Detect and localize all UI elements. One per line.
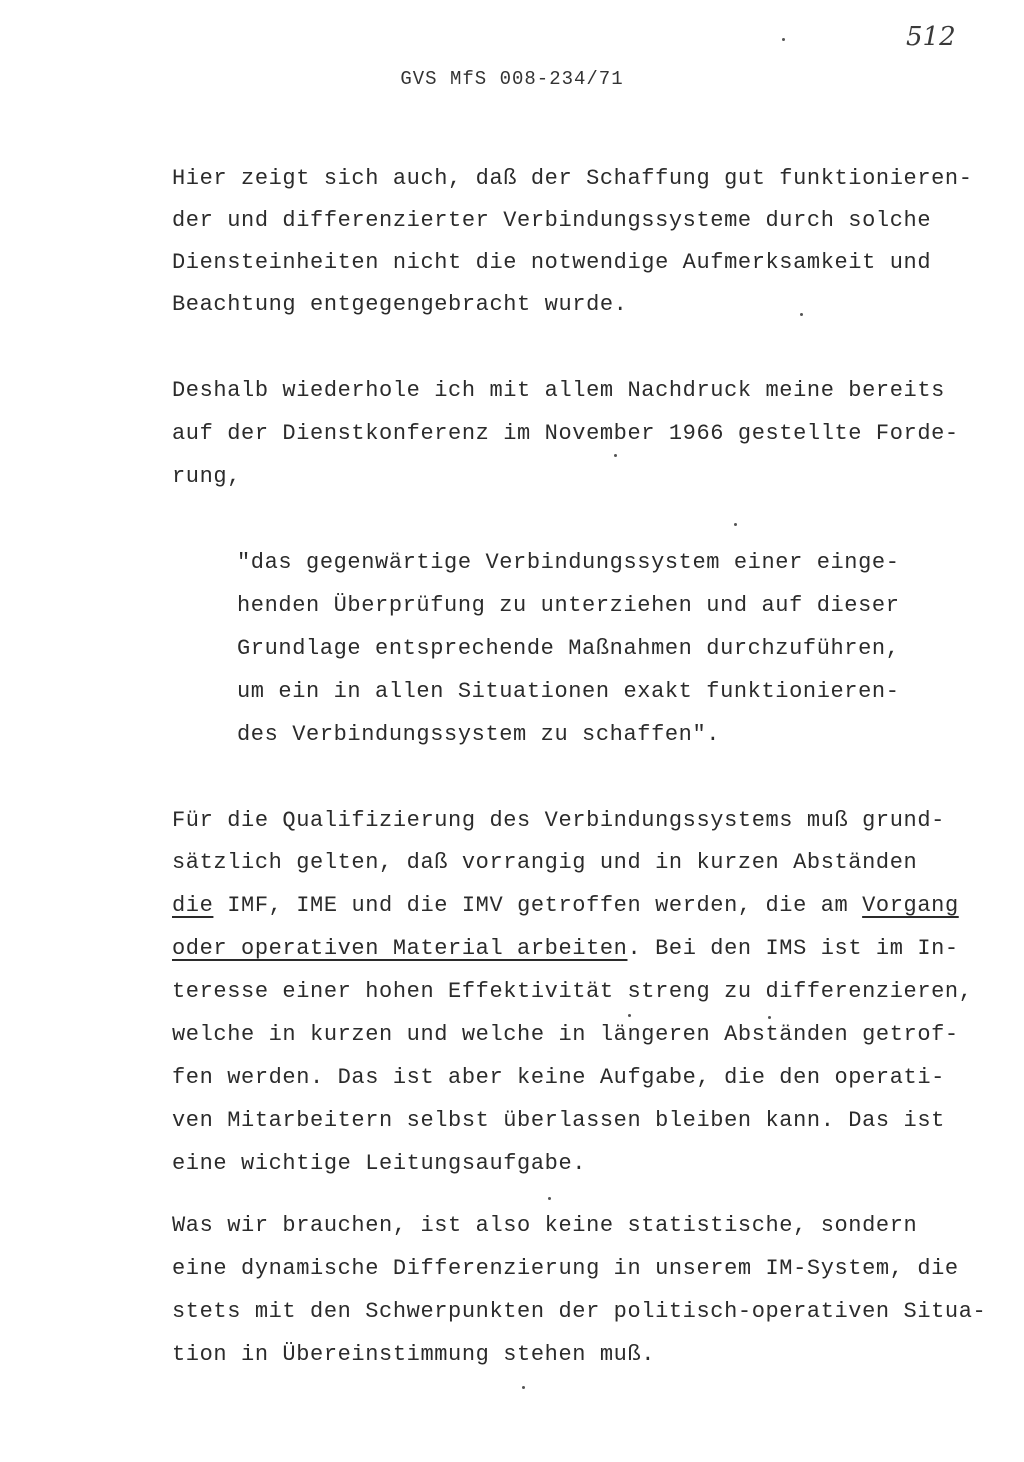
page-number: 512 <box>906 22 956 52</box>
quote-line-4: um ein in allen Situationen exakt funktionieren- <box>237 679 900 704</box>
paragraph-1-line-1: Hier zeigt sich auch, daß der Schaffung gut funktionieren- <box>172 166 973 191</box>
quote-line-3: Grundlage entsprechende Maßnahmen durchzuführen, <box>237 636 900 661</box>
paragraph-2-line-1: Deshalb wiederhole ich mit allem Nachdruck meine bereits <box>172 378 945 403</box>
paragraph-4-line-1: Für die Qualifizierung des Verbindungssystems muß grund- <box>172 808 945 833</box>
scan-speck <box>614 454 617 457</box>
scan-speck <box>768 1016 771 1019</box>
scan-speck <box>734 523 737 526</box>
quote-line-1: "das gegenwärtige Verbindungssystem einer einge- <box>237 550 900 575</box>
paragraph-4-line-9: eine wichtige Leitungsaufgabe. <box>172 1151 587 1176</box>
paragraph-5-line-2: eine dynamische Differenzierung in unserem IM-System, die <box>172 1256 959 1281</box>
paragraph-4-line-2: sätzlich gelten, daß vorrangig und in kurzen Abständen <box>172 850 918 875</box>
line-4-text: . Bei den IMS ist im In- <box>627 936 959 961</box>
underlined-die: die <box>172 893 214 918</box>
paragraph-4-line-6: welche in kurzen und welche in längeren Abständen getrof- <box>172 1022 959 1047</box>
paragraph-4-line-4 <box>172 936 959 961</box>
paragraph-5-line-3: stets mit den Schwerpunkten der politisch-operativen Situa- <box>172 1299 987 1324</box>
quote-line-2: henden Überprüfung zu unterziehen und auf dieser <box>237 593 900 618</box>
underlined-vorgang: Vorgang <box>862 893 959 918</box>
paragraph-2-line-2: auf der Dienstkonferenz im November 1966 gestellte Forde- <box>172 421 959 446</box>
paragraph-4-line-3 <box>172 893 959 918</box>
paragraph-1-line-4: Beachtung entgegengebracht wurde. <box>172 292 628 317</box>
paragraph-1-line-3: Diensteinheiten nicht die notwendige Aufmerksamkeit und <box>172 250 932 275</box>
scan-speck <box>548 1197 551 1200</box>
paragraph-4-line-8: ven Mitarbeitern selbst überlassen bleiben kann. Das ist <box>172 1108 945 1133</box>
line-3-text: IMF, IME und die IMV getroffen werden, die am <box>213 893 863 918</box>
document-reference: GVS MfS 008-234/71 <box>400 68 624 90</box>
quote-line-5: des Verbindungssystem zu schaffen". <box>237 722 721 747</box>
paragraph-4-line-7: fen werden. Das ist aber keine Aufgabe, die den operati- <box>172 1065 945 1090</box>
paragraph-1-line-2: der und differenzierter Verbindungssysteme durch solche <box>172 208 932 233</box>
paragraph-4-line-5: teresse einer hohen Effektivität streng zu differenzieren, <box>172 979 973 1004</box>
scan-speck <box>628 1014 631 1017</box>
scan-speck <box>800 313 803 316</box>
scan-speck <box>782 38 785 41</box>
paragraph-5-line-1: Was wir brauchen, ist also keine statistische, sondern <box>172 1213 918 1238</box>
scan-speck <box>522 1386 525 1389</box>
underlined-material: oder operativen Material arbeiten <box>172 936 628 961</box>
paragraph-2-line-3: rung, <box>172 464 242 489</box>
paragraph-5-line-4: tion in Übereinstimmung stehen muß. <box>172 1342 656 1367</box>
